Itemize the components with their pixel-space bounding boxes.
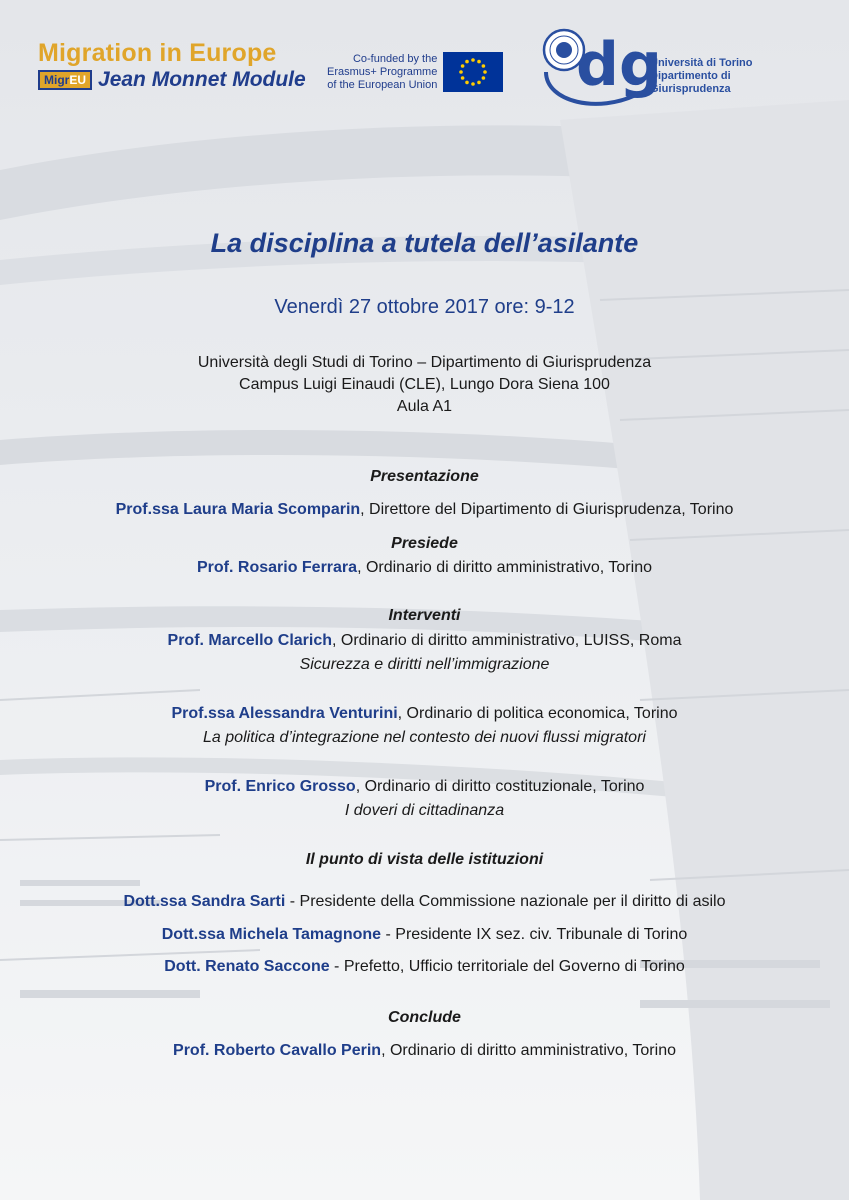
speaker-sarti	[0, 893, 849, 911]
speaker-presentazione	[0, 501, 849, 519]
heading-conclude: Conclude	[388, 1009, 461, 1026]
speaker-name: Prof. Enrico Grosso	[204, 778, 356, 795]
speaker-tamagnone	[0, 926, 849, 944]
talk-grosso: I doveri di cittadinanza	[344, 802, 505, 819]
talk-venturini: La politica d’integrazione nel contesto dei nuovi flussi migratori	[203, 729, 646, 746]
unito-line-2: Dipartimento di Giurisprudenza	[650, 70, 731, 95]
migreu-badge	[38, 70, 92, 90]
speaker-conclude	[0, 1042, 849, 1060]
speaker-name: Dott.ssa Sandra Sarti	[123, 893, 286, 910]
speaker-presiede	[0, 559, 849, 577]
heading-presiede: Presiede	[391, 535, 458, 552]
venue-line-2: Campus Luigi Einaudi (CLE), Lungo Dora Siena 100	[239, 376, 610, 393]
talk-clarich: Sicurezza e diritti nell’immigrazione	[299, 656, 550, 673]
dg-logo-text: dg	[576, 30, 662, 100]
event-title: La disciplina a tutela dell’asilante	[210, 228, 639, 258]
heading-interventi: Interventi	[388, 607, 461, 624]
speaker-venturini	[0, 705, 849, 723]
event-date: Venerdì 27 ottobre 2017 ore: 9-12	[274, 296, 575, 318]
heading-istituzioni: Il punto di vista delle istituzioni	[305, 851, 544, 868]
speaker-role: , Ordinario di diritto costituzionale, Torino	[355, 778, 645, 795]
speaker-role: , Ordinario di diritto amministrativo, LUISS, Roma	[332, 632, 682, 649]
venue-line-1: Università degli Studi di Torino – Dipartimento di Giurisprudenza	[197, 354, 652, 371]
speaker-name: Dott. Renato Saccone	[164, 958, 330, 975]
heading-presentazione: Presentazione	[370, 468, 479, 485]
speaker-role: - Presidente IX sez. civ. Tribunale di Torino	[381, 926, 688, 943]
event-venue	[0, 352, 849, 418]
migration-in-europe-logo	[38, 40, 306, 91]
unito-line-1: Università di Torino	[650, 57, 753, 69]
speaker-clarich	[0, 632, 849, 650]
speaker-role: , Ordinario di diritto amministrativo, Torino	[357, 559, 652, 576]
speaker-name: Prof. Marcello Clarich	[167, 632, 333, 649]
badge-eu: EU	[69, 73, 87, 87]
migration-title: Migration in Europe	[38, 39, 277, 67]
eu-line-2: Erasmus+ Programme	[327, 65, 438, 78]
speaker-grosso	[0, 778, 849, 796]
venue-line-3: Aula A1	[396, 398, 453, 415]
speaker-role: , Ordinario di diritto amministrativo, Torino	[381, 1042, 676, 1059]
speaker-name: Prof. Rosario Ferrara	[197, 559, 358, 576]
badge-migr: Migr	[44, 73, 70, 87]
speaker-role: , Direttore del Dipartimento di Giurisprudenza, Torino	[360, 501, 734, 518]
eu-line-3: of the European Union	[327, 78, 438, 91]
speaker-name: Prof.ssa Laura Maria Scomparin	[115, 501, 361, 518]
speaker-role: - Presidente della Commissione nazionale per il diritto di asilo	[285, 893, 726, 910]
speaker-name: Prof. Roberto Cavallo Perin	[173, 1042, 382, 1059]
speaker-role: - Prefetto, Ufficio territoriale del Governo di Torino	[329, 958, 685, 975]
module-name: Jean Monnet Module	[98, 68, 306, 91]
speaker-name: Dott.ssa Michela Tamagnone	[161, 926, 382, 943]
speaker-role: , Ordinario di politica economica, Torino	[397, 705, 678, 722]
eu-flag-icon	[443, 52, 503, 92]
erasmus-eu-logo	[327, 52, 503, 92]
unito-giurisprudenza-logo	[538, 22, 808, 112]
eu-line-1: Co-funded by the	[352, 52, 438, 65]
speaker-saccone	[0, 958, 849, 976]
speaker-name: Prof.ssa Alessandra Venturini	[171, 705, 398, 722]
